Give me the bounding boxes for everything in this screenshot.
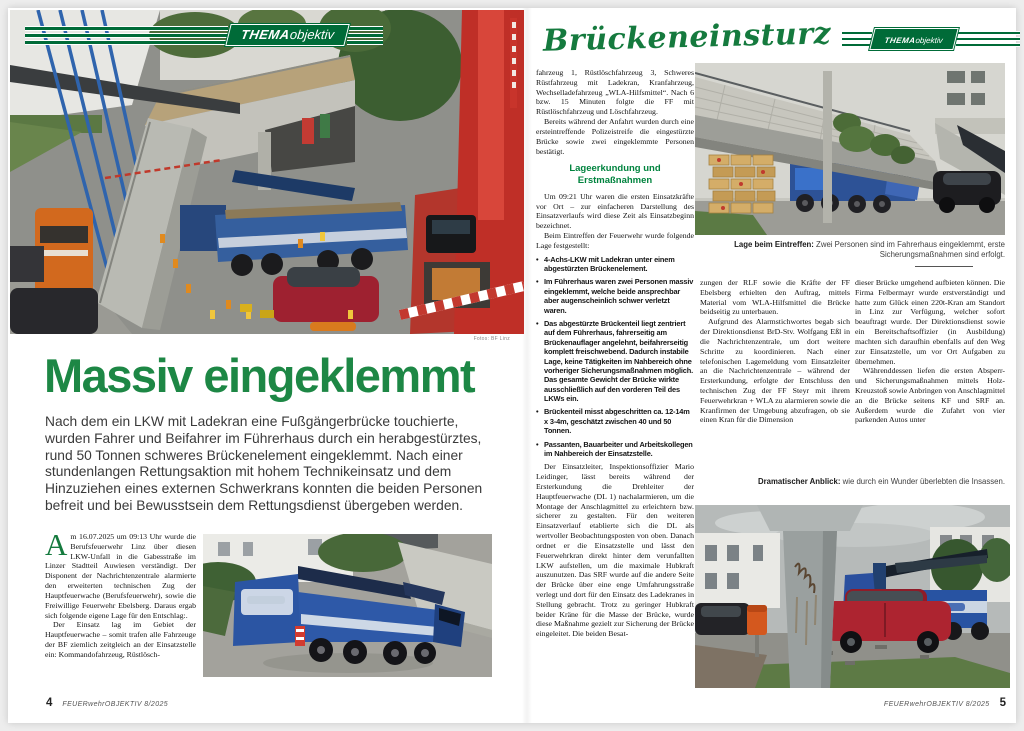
body-paragraph: Bereits während der Anfahrt wurden durch eine ersteintreffende Polizeistreife die eingestürzte Brücke sowie zwei eingeklemmte Personen bestätigt. [536,117,694,156]
caption-top-photo: Lage beim Eintreffen: Zwei Personen sind im Fahrerhaus eingeklemmt, erste Sicherungsmaßnahmen sind erfolgt. [734,240,1005,260]
caption-bottom-photo: Dramatischer Anblick: wie durch ein Wunder überlebten die Insassen. [757,477,1005,486]
badge-chip [869,28,959,50]
list-item: • 4-Achs-LKW mit Ladekran unter einem abgestürzten Brückenelement. [536,255,694,274]
badge-thema-text: THEMA [883,36,917,45]
body-paragraph: Der Einsatzleiter, Inspektionsoffizier Mario Leidinger, lässt bereits während der Ersterkundung die Drehleiter der Hauptfeuerwache (DL 1) nachalarmieren, um die Montage der Anschlagmittel zu erleichtern bzw. sicherer zu gestalten. Für den weiteren Einsatzverlauf etablierte sich die DL als wertvoller Beobachtungsposten von oben. Danach ordnet er die Einsatzstelle und lässt den Feuerwehrkran direkt hinter dem verunfallten LKW aufstellen, um die maximale Hubkraft auszunutzen. Das SRF wurde auf die andere Seite der Brücke über eine enge Umfahrungsstraße verlegt und dort für den Einsatz des Ladekranes in Stellung gebracht. Trotz zu geringer Hubkraft beider Kräne für die Masse der Brücke, wurde diese Maßnahme gezielt zur Sicherung der Brücke eingeleitet. Die beiden Besat- [536,462,694,639]
caption-rule [915,266,973,267]
badge-objektiv-text: objektiv [914,36,944,45]
intro-paragraph: Nach dem ein LKW mit Ladekran eine Fußgängerbrücke touchierte, wurden Fahrer und Beifahrer im Führerhaus durch ein herabgestürztes, rund 50 Tonnen schweres Brückenelement eingeklemmt. Nach einer stundenlangen Rettungsaktion mit hohem Technikeinsatz und dem Hinzuziehen eines externen Schwerkrans konnten die beiden Personen befreit und bei Bewusstsein dem Rettungsdienst übergeben werden. [45,414,483,514]
body-paragraph: fahrzeug 1, Rüstlöschfahrzeug 3, Schweres Rüstfahrzeug mit Ladekran, Kranfahrzeug, Wechselladefahrzeug „WLA-Hilfsmittel“. Nach 6 bzw. 15 Minuten folgte die FF mit Rüstlöschfahrzeug und Löschfahrzeug. [536,68,694,117]
drop-cap: A [45,532,68,562]
thema-badge-right [842,28,1020,50]
page-number: 5 [999,697,1006,709]
magazine-name: FEUERwehrOBJEKTIV 8/2025 [62,701,169,708]
footer-left [46,697,168,709]
list-item: • Im Führerhaus waren zwei Personen massiv eingeklemmt, welche beide ansprechbar aber augenscheinlich schwer verletzt waren. [536,277,694,315]
body-paragraph: Am 16.07.2025 um 09:13 Uhr wurde die Berufsfeuerwehr Linz über diesen LKW-Unfall in die Gabesstraße im Linzer Stadtteil Auwiesen verständigt. Der Disponent der Nachrichtenzentrale alarmierte den erweiterten technischen Zug der Hauptfeuerwache (Berufsfeuerwehr), sowie die Freiwillige Feuerwehr Ebelsberg. Daraus ergab sich folgende eigene Lage für den Entschlag:. [45,532,196,620]
bridge-on-truck-illustration [695,63,1005,235]
body-paragraph: zungen der RLF sowie die Kräfte der FF Ebelsberg erhielten den Auftrag, mittels Material vom WLA-Hilfsmittel die Brücke beidseitig zu unterbauen. [700,278,850,317]
badge-stripes [842,31,872,47]
pillar-scene-illustration [695,505,1010,688]
wooden-cribbing [709,155,775,213]
badge-stripes [956,31,1020,47]
body-column-left [45,532,196,694]
list-item: • Brückenteil misst abgeschritten ca. 12-14m x 3-4m, geschätzt zwischen 40 und 50 Tonnen. [536,407,694,435]
body-paragraph: dieser Brücke umgehend aufbieten können. Die Firma Felbermayr wurde erstverständigt und hatte zum Glück einen 220t-Kran am Standort in Linz zur Verfügung, welcher sofort beauftragt wurde. Der Direktionsdienst sowie ein Bereitschaftsoffizier (in Ausbildung) machten sich daraufhin ebenfalls auf den Weg zur Einsatzstelle, um vor Ort Aufgaben zu übernehmen. [855,278,1005,366]
body-paragraph: Währenddessen liefen die ersten Absperr- und Sicherungsmaßnahmen mittels Holz-Kreuzstoß sowie Anbringen von Anschlagmittel an die Brücke seitens KF und SRF an. Außerdem wurde die Zufahrt von vier parkenden Autos unter [855,366,1005,425]
bridge-on-truck-photo [695,63,1005,235]
footer-right [856,697,1006,709]
list-item: • Das abgestürzte Brückenteil liegt zentriert auf dem Führerhaus, fahrerseitig am Brückenauflager angelehnt, beifahrerseitig komplett freischwebend. Dadurch instabile Lage, keine Tätigkeiten im Nahbereich ohne vorheriger Sicherungsmaßnahmen möglich. Das gesamte Gewicht der Brücke wirkte ausschließlich auf den vorderen Teil des LKWs ein. [536,319,694,404]
badge-chip [225,24,349,46]
thema-badge-left [25,24,383,46]
body-paragraph: Aufgrund des Alarmstichwortes begab sich der Direktionsdienst BrD-Stv. Wolfgang Eßl in die Nachrichtenzentrale, um dort weitere Schritte zu koordinieren. Nach einer telefonischen Lagemeldung vom Einsatzleiter an die Nachrichtenzentrale – während der Ersterkundung, erfolgte der Entschluss den technischen Zug der FF Steyr mit ihrem Feuerwehrkran + WLA zu alarmieren sowie die Kranfirmen der Umgebung abzufragen, ob sie einen Kran für die Dimension [700,317,850,425]
badge-stripes [25,26,228,45]
section-script-title: Brückeneinsturz [542,16,832,59]
text-column-1 [536,68,694,692]
badge-stripes [347,26,383,45]
text-column-3 [855,278,1005,458]
badge-thema-text: THEMA [239,27,292,42]
section-subheading: Lageerkundung und Erstmaßnahmen [569,163,661,186]
list-item: • Passanten, Bauarbeiter und Arbeitskollegen im Nahbereich der Einsatzstelle. [536,440,694,459]
page-number: 4 [46,697,53,709]
aerial-accident-illustration [10,10,524,334]
crane-truck-illustration [203,534,492,677]
aerial-accident-photo [10,10,524,334]
badge-objektiv-text: objektiv [289,27,335,42]
text-column-2 [700,278,850,458]
page-title: Massiv eingeklemmt [44,349,475,402]
street-pole [823,71,832,223]
photo-credit: Fotos: BF Linz [473,336,510,342]
dark-car [695,603,750,635]
magazine-name: FEUERwehrOBJEKTIV 8/2025 [883,701,990,708]
body-paragraph: Um 09:21 Uhr waren die ersten Einsatzkräfte vor Ort – zur einfacheren Darstellung des Einsatzverlaufs wird diese Zeit als Einsatzbeginn bezeichnet. [536,191,694,231]
crane-truck-photo [203,534,492,677]
body-paragraph: Der Einsatz lag im Gebiet der Hauptfeuerwache – somit trafen alle Fahrzeuge der BF ziemlich zeitgleich an der Einsatzstelle ein: Kommandofahrzeug, Rüstlösch- [45,620,196,659]
situation-bullet-list [536,255,694,459]
pillar-scene-photo [695,505,1010,688]
body-paragraph: Beim Eintreffen der Feuerwehr wurde folgende Lage festgestellt: [536,230,694,250]
